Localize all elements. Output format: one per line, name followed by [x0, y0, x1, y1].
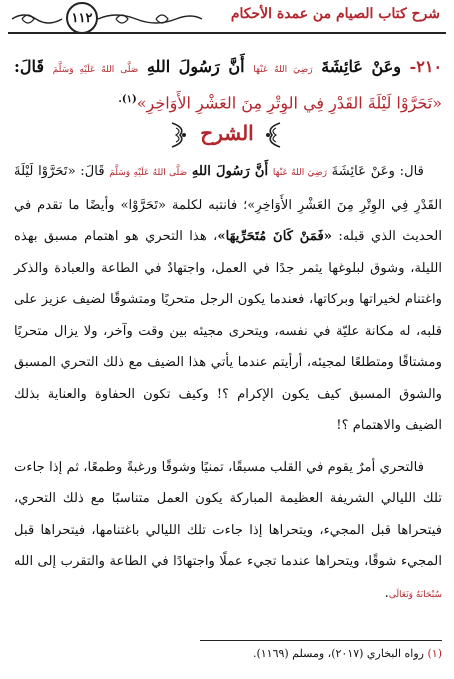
- hadith-narrator: وعَنْ عَائِشَةَ: [321, 57, 401, 76]
- p2-text: فالتحري أمرٌ يقوم في القلب مسبقًا، تمنيًا وشوقًا ورغبةً وطمعًا، ثم إذا جاءت تلك الليالي الشريفة العظيمة المباركة يكون العمل متناسبًا مع ذلك التحري، فيتحراها قبل المجيء، ويتحراها إذا جاءت تلك الليالي باغتنامها، فيتحراها قبل المجيء شوقًا، ويتحراها عندما تجيء عملًا واجتهادًا في الطاعة والتقرب إلى الله: [14, 459, 442, 569]
- header-ornament-right: [96, 10, 204, 28]
- running-title: شرح كتاب الصيام من عمدة الأحكام: [230, 6, 440, 22]
- header-ornament-left: [10, 10, 64, 28]
- p2-honorific-allah: سُبْحَانَهُ وَتَعَالَى: [388, 589, 442, 600]
- hadith-said: قَالَ:: [14, 57, 45, 76]
- p1-rest: ، هذا التحري هو اهتمام مسبق بهذه الليلة، وشوق لبلوغها يثمر جدًا في العمل، واجتهادٌ في الطاعة والعبادة والذكر واغتنام لخيراتها وبركاتها، فعندما يكون الرجل متحريًا ومتشوقًا لضيف عزيز على قلبه، له مكانة عليّة في نفسه، ويتحرى مجيئه بين وقت وآخر، ولا يزال متحريًا ومشتاقًا ومتطلعًا لمجيئه، أرأيتم عندما يأتي هذا الضيف مع ذلك التحري المسبق والشوق المسبق كيف يكون الإكرام ؟! وكيف تكون الحفاوة والعناية بذلك الضيف والاهتمام ؟!: [14, 229, 442, 433]
- commentary-paragraph-2: [14, 452, 442, 612]
- p1-prophet: أَنَّ رَسُولَ اللهِ: [191, 164, 269, 179]
- section-ornament-left: [168, 120, 190, 150]
- hadith-prophet: أَنَّ رَسُولَ اللهِ: [146, 57, 245, 76]
- p1-honorific-prophet: صَلَّى اللهُ عَلَيْهِ وَسَلَّمَ: [109, 168, 188, 178]
- footnote-number: (١): [427, 647, 442, 660]
- header-rule: [8, 32, 446, 34]
- section-heading: [0, 117, 454, 151]
- honorific-prophet: صَلَّى اللهُ عَلَيْهِ وَسَلَّمَ: [52, 65, 139, 75]
- p2-end: .: [384, 585, 389, 601]
- commentary-body: [14, 156, 442, 611]
- honorific-aisha: رَضِيَ اللهُ عَنْهَا: [253, 65, 313, 75]
- p1-intro: قال: وعَنْ عَائِشَةَ: [331, 164, 424, 179]
- hadith-number: ٢١٠-: [409, 57, 443, 76]
- p1-text: قَالَ: «تَحَرَّوْا لَيْلَةَ القَدْرِ فِي الوِتْرِ مِنَ العَشْرِ الأَوَاخِرِ»؛ فانتبه لكلمة «تَحَرَّوْا» وأيضًا ما تقدم في الحديث الذي قبله:: [14, 164, 442, 244]
- hadith-quote: «تَحَرَّوْا لَيْلَةَ القَدْرِ فِي الوِتْرِ مِنَ العَشْرِ الأَوَاخِرِ»: [136, 93, 442, 113]
- footnote: [14, 647, 442, 660]
- commentary-paragraph-1: [14, 156, 442, 442]
- section-title: الشرح: [200, 121, 254, 145]
- footnote-mark: (١).: [118, 94, 137, 105]
- footnote-rule: [200, 640, 442, 641]
- hadith-text: [14, 52, 442, 118]
- p1-quote: «فَمَنْ كَانَ مُتَحَرِّيهَا»: [217, 229, 333, 244]
- p1-honorific-aisha: رَضِيَ اللهُ عَنْهَا: [272, 168, 328, 178]
- footnote-text: رواه البخاري (٢٠١٧)، ومسلم (١١٦٩).: [252, 647, 424, 660]
- page-number: ١١٢: [66, 2, 98, 34]
